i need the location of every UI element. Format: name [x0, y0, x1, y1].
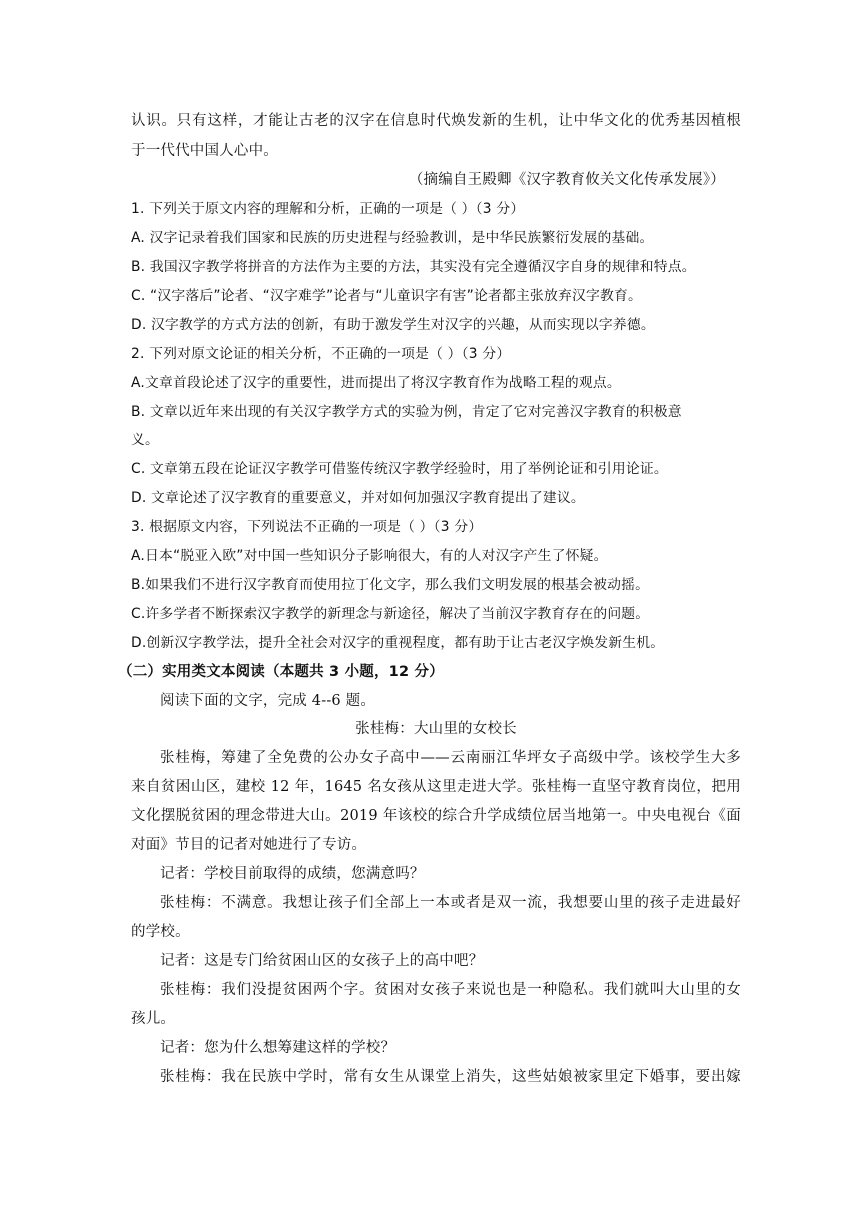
question-3-option-b: B.如果我们不进行汉字教育而使用拉丁化文字，那么我们文明发展的根基会被动摇。 — [131, 577, 650, 593]
section-heading: （二）实用类文本阅读（本题共 3 小题，12 分） — [118, 664, 444, 680]
question-3-option-a: A.日本“脱亚入欧”对中国一些知识分子影响很大，有的人对汉字产生了怀疑。 — [131, 548, 608, 564]
question-2-option-c: C. 文章第五段在论证汉字教学可借鉴传统汉字教学经验时，用了举例论证和引用论证。 — [131, 461, 668, 477]
passage-line: 于一代代中国人心中。 — [131, 143, 278, 159]
interview-line: 记者：这是专门给贫困山区的女孩子上的高中吧？ — [160, 953, 484, 969]
question-2-stem: 2. 下列对原文论证的相关分析，不正确的一项是（ ）（3 分） — [131, 346, 511, 362]
article-title: 张桂梅：大山里的女校长 — [355, 721, 517, 737]
section-instruction: 阅读下面的文字，完成 4--6 题。 — [160, 693, 376, 709]
article-line: 文化摆脱贫困的理念带进大山。2019 年该校的综合升学成绩位居当地第一。中央电视台《面 — [131, 808, 741, 824]
interview-line: 孩儿。 — [131, 1011, 176, 1027]
question-3-option-d: D.创新汉字教学法，提升全社会对汉字的重视程度，都有助于让古老汉字焕发新生机。 — [131, 635, 665, 651]
interview-line: 记者：您为什么想筹建这样的学校？ — [160, 1040, 396, 1056]
interview-line: 张桂梅：我们没提贫困两个字。贫困对女孩子来说也是一种隐私。我们就叫大山里的女 — [160, 982, 741, 998]
question-2-option-b-cont: 义。 — [131, 432, 159, 448]
interview-line: 的学校。 — [131, 924, 190, 940]
question-1-option-a: A. 汉字记录着我们国家和民族的历史进程与经验教训，是中华民族繁衍发展的基础。 — [131, 230, 654, 246]
question-3-option-c: C.许多学者不断探索汉字教学的新理念与新途径，解决了当前汉字教育存在的问题。 — [131, 606, 650, 622]
interview-line: 张桂梅：我在民族中学时，常有女生从课堂上消失，这些姑娘被家里定下婚事，要出嫁 — [160, 1069, 741, 1085]
article-line: 对面》节目的记者对她进行了专访。 — [131, 837, 367, 853]
question-2-option-a: A.文章首段论述了汉字的重要性，进而提出了将汉字教育作为战略工程的观点。 — [131, 375, 621, 391]
question-2-option-b: B. 文章以近年来出现的有关汉字教学方式的实验为例，肯定了它对完善汉字教育的积极意 — [131, 404, 682, 420]
question-1-option-c: C. “汉字落后”论者、“汉字难学”论者与“儿童识字有害”论者都主张放弃汉字教育。 — [131, 288, 642, 304]
article-line: 来自贫困山区，建校 12 年，1645 名女孩从这里走进大学。张桂梅一直坚守教育岗位，把用 — [131, 779, 741, 795]
question-1-option-d: D. 汉字教学的方式方法的创新，有助于激发学生对汉字的兴趣，从而实现以字养德。 — [131, 317, 655, 333]
passage-source: （摘编自王殿卿《汉字教育攸关文化传承发展》） — [408, 172, 725, 188]
question-3-stem: 3. 根据原文内容，下列说法不正确的一项是（ ）（3 分） — [131, 519, 483, 535]
interview-line: 张桂梅：不满意。我想让孩子们全部上一本或者是双一流，我想要山里的孩子走进最好 — [160, 895, 741, 911]
interview-line: 记者：学校目前取得的成绩，您满意吗？ — [160, 866, 425, 882]
article-line: 张桂梅，筹建了全免费的公办女子高中——云南丽江华坪女子高级中学。该校学生大多 — [160, 750, 741, 766]
question-1-option-b: B. 我国汉字教学将拼音的方法作为主要的方法，其实没有完全遵循汉字自身的规律和特点。 — [131, 259, 696, 275]
question-1-stem: 1. 下列关于原文内容的理解和分析，正确的一项是（ ）（3 分） — [131, 201, 525, 217]
passage-line: 认识。只有这样，才能让古老的汉字在信息时代焕发新的生机，让中华文化的优秀基因植根 — [131, 113, 741, 129]
question-2-option-d: D. 文章论述了汉字教育的重要意义，并对如何加强汉字教育提出了建议。 — [131, 490, 585, 506]
